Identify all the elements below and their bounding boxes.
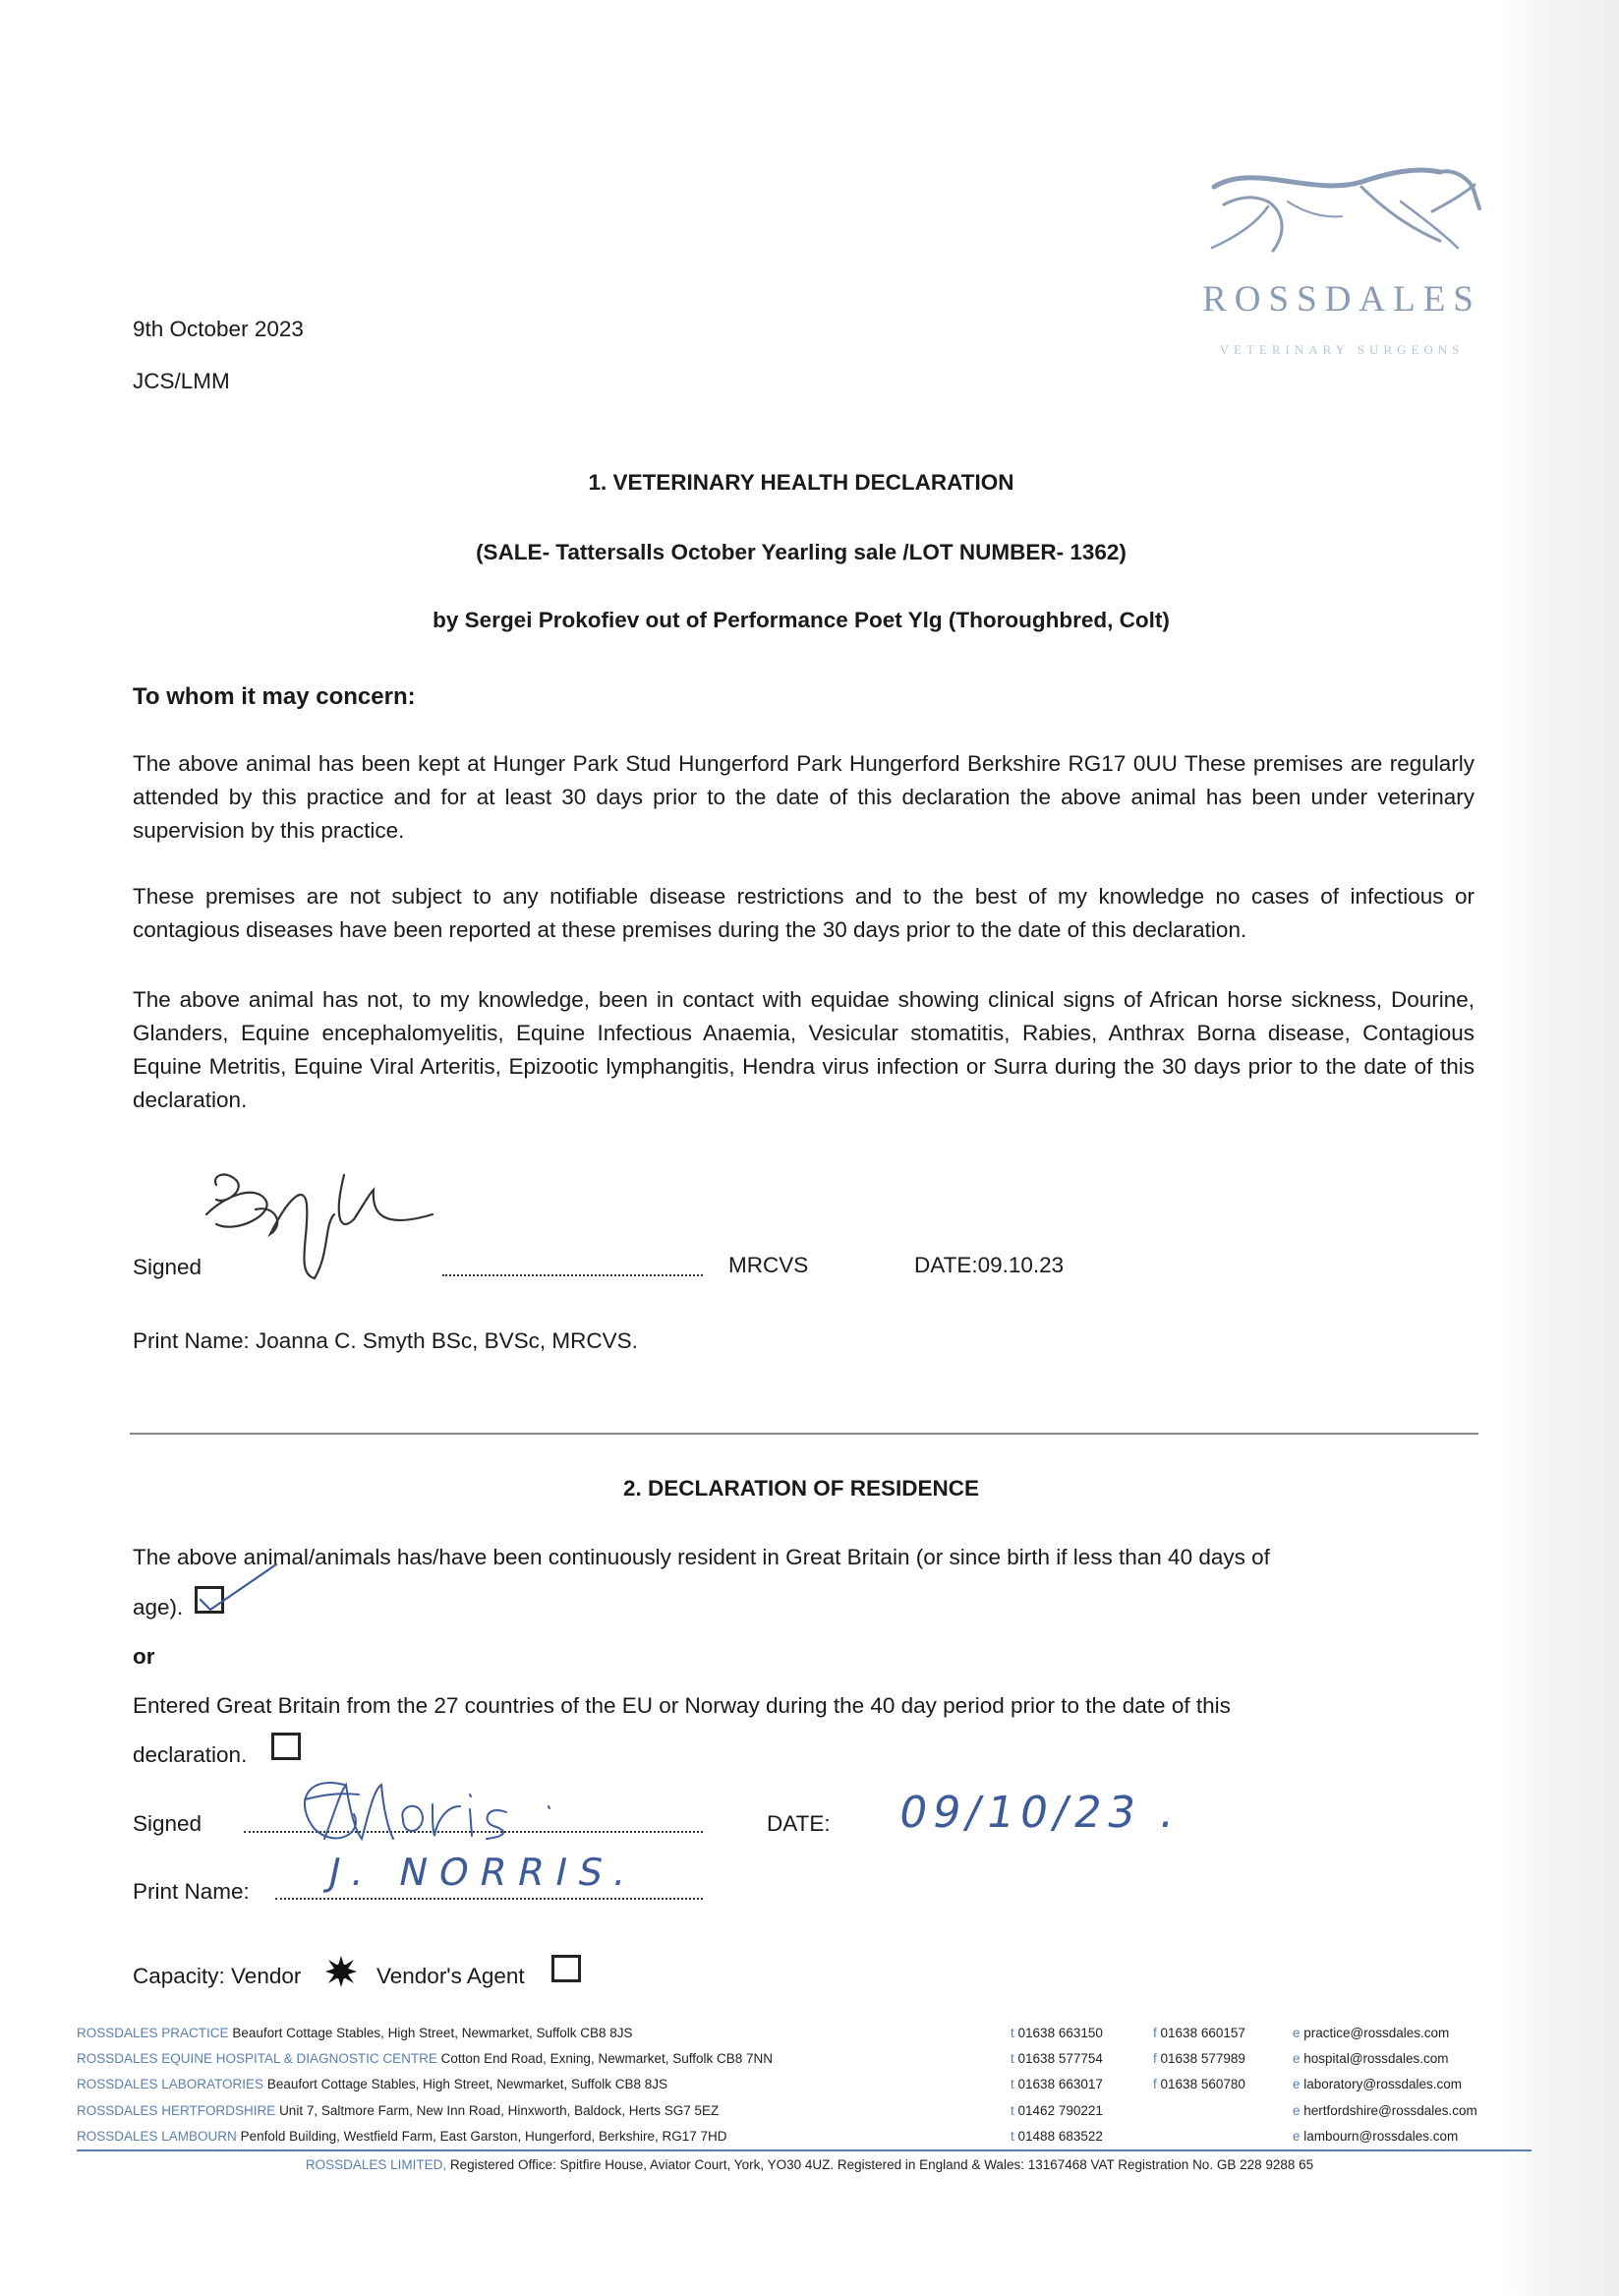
handwritten-date: 09/10/23 . (895, 1788, 1185, 1838)
vet-signature-line (442, 1274, 703, 1276)
mrcvs-label: MRCVS (728, 1253, 809, 1277)
reference-code: JCS/LMM (133, 369, 230, 393)
residence-option1-tail: age). (133, 1595, 184, 1619)
footer-fax-practice: f 01638 660157 (1153, 2026, 1245, 2040)
footer-phone-hospital: t 01638 577754 (1011, 2051, 1103, 2066)
vendors-agent-checkbox[interactable] (551, 1955, 581, 1982)
footer-fax-laboratories: f 01638 560780 (1153, 2077, 1245, 2091)
section-divider (130, 1433, 1478, 1435)
letter-date: 9th October 2023 (133, 317, 304, 341)
footer-email-laboratories[interactable]: e laboratory@rossdales.com (1293, 2077, 1463, 2091)
footer-row-laboratories: ROSSDALES LABORATORIES Beaufort Cottage Stables, High Street, Newmarket, Suffolk CB8 8JS (77, 2077, 668, 2091)
check-mark-icon (193, 1557, 281, 1616)
handwritten-name: J. NORRIS. (324, 1851, 643, 1894)
vet-signature (197, 1155, 442, 1293)
horse-line: by Sergei Prokofiev out of Performance Poet Ylg (Thoroughbred, Colt) (433, 608, 1170, 632)
vet-date: DATE:09.10.23 (914, 1253, 1065, 1277)
horse-logo-icon (1194, 157, 1489, 285)
footer-email-lambourn[interactable]: e lambourn@rossdales.com (1293, 2129, 1459, 2144)
paragraph-premises: The above animal has been kept at Hunger Park Stud Hungerford Park Hungerford Berkshire RG17 0UU These premises are regularly attended by this practice and for at least 30 days prior to the date of this declaration the above animal has been under veterinary supervision by this practice. (133, 751, 1474, 843)
sale-line: (SALE- Tattersalls October Yearling sale /LOT NUMBER- 1362) (476, 540, 1127, 564)
vet-print-name: Print Name: Joanna C. Smyth BSc, BVSc, MRCVS. (133, 1328, 638, 1353)
vet-signed-label: Signed (133, 1255, 202, 1279)
section2-title: 2. DECLARATION OF RESIDENCE (622, 1476, 980, 1501)
brand-tagline: VETERINARY SURGEONS (1219, 342, 1465, 357)
footer-phone-practice: t 01638 663150 (1011, 2026, 1103, 2040)
footer-email-hospital[interactable]: e hospital@rossdales.com (1293, 2051, 1449, 2066)
page-edge (1501, 0, 1619, 2296)
footer-fax-hospital: f 01638 577989 (1153, 2051, 1245, 2066)
or-label: or (133, 1644, 155, 1669)
footer-row-hertfordshire: ROSSDALES HERTFORDSHIRE Unit 7, Saltmore Farm, New Inn Road, Hinxworth, Baldock, Herts SG7 5EZ (77, 2103, 720, 2118)
paragraph-contact: The above animal has not, to my knowledge, been in contact with equidae showing clinical signs of African horse sickness, Dourine, Glanders, Equine encephalomyelitis, Equine Infectious Anaemia, Vesicular stomatitis, Rabies, Anthrax Borna disease, Contagious Equine Metritis, Equine Viral Arteritis, Epizootic lymphangitis, Hendra virus infection or Surra during the 30 days prior to the date of this declaration. (133, 987, 1474, 1112)
section1-title: 1. VETERINARY HEALTH DECLARATION (588, 470, 1014, 495)
paragraph-restrictions: These premises are not subject to any notifiable disease restrictions and to the best of my knowledge no cases of infectious or contagious diseases have been reported at these premises during the 30 days prior to the date of this declaration. (133, 884, 1474, 942)
footer-row-practice: ROSSDALES PRACTICE Beaufort Cottage Stables, High Street, Newmarket, Suffolk CB8 8JS (77, 2026, 633, 2040)
vendor-signature (285, 1745, 678, 1854)
footer-divider (77, 2149, 1532, 2151)
residence-option2-text: Entered Great Britain from the 27 countries of the EU or Norway during the 40 day period prior to the date of this (133, 1693, 1231, 1718)
footer-row-lambourn: ROSSDALES LAMBOURN Penfold Building, Westfield Farm, East Garston, Hungerford, Berkshire, RG17 7HD (77, 2129, 727, 2144)
residence-option1-text: The above animal/animals has/have been continuously resident in Great Britain (or since birth if less than 40 days of (133, 1545, 1270, 1569)
footer-row-hospital: ROSSDALES EQUINE HOSPITAL & DIAGNOSTIC CENTRE Cotton End Road, Exning, Newmarket, Suffolk CB8 7NN (77, 2051, 774, 2066)
footer-phone-lambourn: t 01488 683522 (1011, 2129, 1103, 2144)
vendor-print-name-label: Print Name: (133, 1879, 250, 1904)
capacity-vendor-label: Capacity: Vendor (133, 1964, 302, 1988)
salutation: To whom it may concern: (133, 683, 416, 710)
vendors-agent-label: Vendor's Agent (376, 1964, 525, 1988)
footer-phone-laboratories: t 01638 663017 (1011, 2077, 1103, 2091)
footer-email-practice[interactable]: e practice@rossdales.com (1293, 2026, 1450, 2040)
brand-name: ROSSDALES (1202, 279, 1481, 320)
footer-email-hertfordshire[interactable]: e hertfordshire@rossdales.com (1293, 2103, 1477, 2118)
vendor-date-label: DATE: (767, 1811, 831, 1836)
footer-registration: ROSSDALES LIMITED, Registered Office: Spitfire House, Aviator Court, York, YO30 4UZ. Registered in England & Wales: 13167468 VAT Registration No. GB 228 9288 65 (305, 2157, 1314, 2172)
residence-option2-tail: declaration. (133, 1742, 248, 1767)
rossdales-logo (1194, 157, 1489, 364)
vendor-selected-mark-icon[interactable] (324, 1955, 358, 1988)
vendor-print-name-line (275, 1898, 703, 1900)
vendor-signed-label: Signed (133, 1811, 202, 1836)
footer-phone-hertfordshire: t 01462 790221 (1011, 2103, 1103, 2118)
